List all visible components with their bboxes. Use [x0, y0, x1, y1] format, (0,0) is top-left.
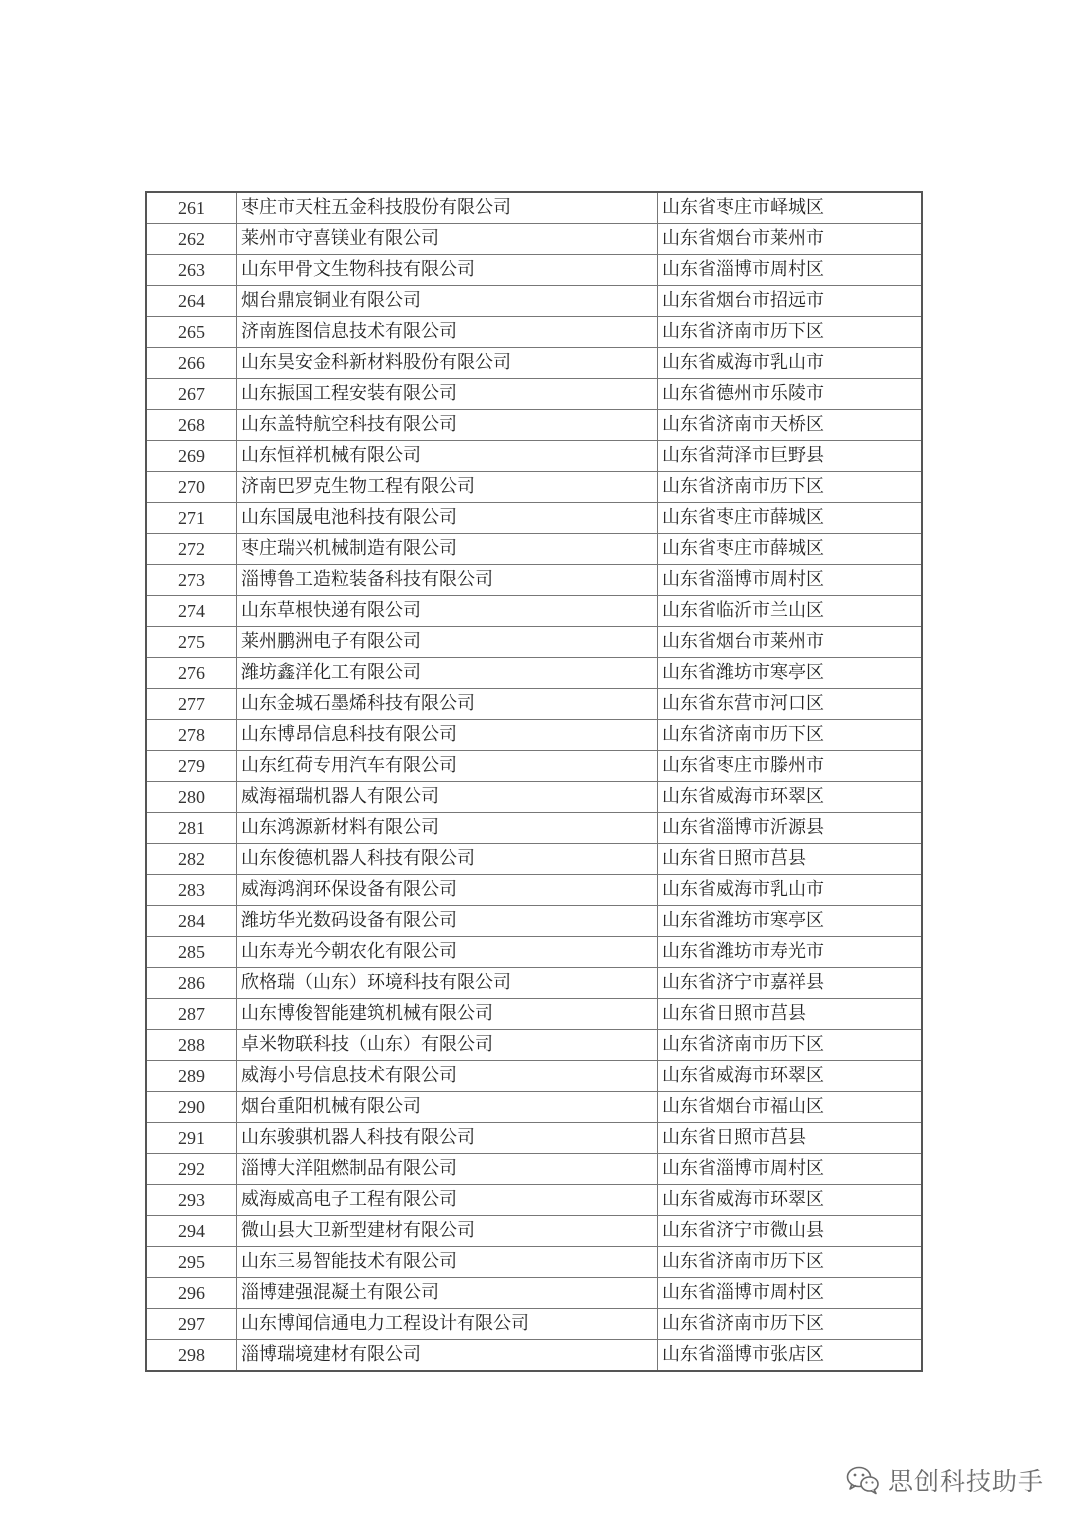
row-number: 270	[147, 472, 237, 503]
table-row	[147, 317, 921, 348]
company-location: 山东省烟台市福山区	[658, 1092, 922, 1123]
company-location: 山东省济南市历下区	[658, 317, 922, 348]
company-name: 山东俊德机器人科技有限公司	[237, 844, 658, 875]
row-number: 297	[147, 1309, 237, 1340]
row-number: 274	[147, 596, 237, 627]
table-row	[147, 813, 921, 844]
table-row	[147, 441, 921, 472]
table-row	[147, 534, 921, 565]
company-name: 山东甲骨文生物科技有限公司	[237, 255, 658, 286]
company-name: 山东寿光今朝农化有限公司	[237, 937, 658, 968]
row-number: 280	[147, 782, 237, 813]
table-row	[147, 410, 921, 441]
company-name: 潍坊鑫洋化工有限公司	[237, 658, 658, 689]
row-number: 272	[147, 534, 237, 565]
company-name: 枣庄瑞兴机械制造有限公司	[237, 534, 658, 565]
row-number: 285	[147, 937, 237, 968]
company-location: 山东省济宁市微山县	[658, 1216, 922, 1247]
row-number: 292	[147, 1154, 237, 1185]
company-location: 山东省淄博市张店区	[658, 1340, 922, 1371]
row-number: 283	[147, 875, 237, 906]
company-name: 山东三易智能技术有限公司	[237, 1247, 658, 1278]
table-row	[147, 1123, 921, 1154]
table-row	[147, 627, 921, 658]
row-number: 266	[147, 348, 237, 379]
company-name: 山东草根快递有限公司	[237, 596, 658, 627]
table-row	[147, 472, 921, 503]
company-location: 山东省威海市环翠区	[658, 782, 922, 813]
company-list-table-wrapper	[145, 191, 923, 1372]
table-row	[147, 689, 921, 720]
row-number: 275	[147, 627, 237, 658]
table-row	[147, 286, 921, 317]
company-name: 烟台鼎宸铜业有限公司	[237, 286, 658, 317]
company-name: 微山县大卫新型建材有限公司	[237, 1216, 658, 1247]
row-number: 281	[147, 813, 237, 844]
row-number: 286	[147, 968, 237, 999]
company-location: 山东省日照市莒县	[658, 999, 922, 1030]
company-location: 山东省淄博市沂源县	[658, 813, 922, 844]
row-number: 294	[147, 1216, 237, 1247]
company-name: 山东骏骐机器人科技有限公司	[237, 1123, 658, 1154]
row-number: 268	[147, 410, 237, 441]
table-row	[147, 1340, 921, 1371]
company-name: 威海威高电子工程有限公司	[237, 1185, 658, 1216]
row-number: 261	[147, 193, 237, 224]
row-number: 295	[147, 1247, 237, 1278]
row-number: 267	[147, 379, 237, 410]
table-row	[147, 348, 921, 379]
table-row	[147, 255, 921, 286]
table-row	[147, 968, 921, 999]
row-number: 293	[147, 1185, 237, 1216]
company-name: 莱州鹏洲电子有限公司	[237, 627, 658, 658]
company-location: 山东省淄博市周村区	[658, 255, 922, 286]
company-list-table	[147, 193, 921, 1370]
company-location: 山东省日照市莒县	[658, 1123, 922, 1154]
company-location: 山东省德州市乐陵市	[658, 379, 922, 410]
company-name: 山东昊安金科新材料股份有限公司	[237, 348, 658, 379]
company-name: 山东博昂信息科技有限公司	[237, 720, 658, 751]
company-name: 威海鸿润环保设备有限公司	[237, 875, 658, 906]
company-name: 淄博瑞境建材有限公司	[237, 1340, 658, 1371]
row-number: 290	[147, 1092, 237, 1123]
company-name: 山东振国工程安装有限公司	[237, 379, 658, 410]
row-number: 296	[147, 1278, 237, 1309]
company-location: 山东省济宁市嘉祥县	[658, 968, 922, 999]
company-name: 威海福瑞机器人有限公司	[237, 782, 658, 813]
company-location: 山东省枣庄市峄城区	[658, 193, 922, 224]
company-name: 山东博俊智能建筑机械有限公司	[237, 999, 658, 1030]
company-location: 山东省济南市历下区	[658, 1247, 922, 1278]
company-name: 山东国晟电池科技有限公司	[237, 503, 658, 534]
row-number: 298	[147, 1340, 237, 1371]
company-name: 济南旌图信息技术有限公司	[237, 317, 658, 348]
company-name: 欣格瑞（山东）环境科技有限公司	[237, 968, 658, 999]
table-row	[147, 844, 921, 875]
company-name: 卓米物联科技（山东）有限公司	[237, 1030, 658, 1061]
company-name: 济南巴罗克生物工程有限公司	[237, 472, 658, 503]
company-name: 枣庄市天柱五金科技股份有限公司	[237, 193, 658, 224]
company-name: 山东盖特航空科技有限公司	[237, 410, 658, 441]
company-location: 山东省潍坊市寒亭区	[658, 906, 922, 937]
company-name: 淄博大洋阻燃制品有限公司	[237, 1154, 658, 1185]
row-number: 264	[147, 286, 237, 317]
table-row	[147, 1309, 921, 1340]
company-location: 山东省菏泽市巨野县	[658, 441, 922, 472]
row-number: 271	[147, 503, 237, 534]
company-location: 山东省日照市莒县	[658, 844, 922, 875]
table-row	[147, 224, 921, 255]
company-location: 山东省枣庄市薛城区	[658, 503, 922, 534]
row-number: 279	[147, 751, 237, 782]
company-location: 山东省淄博市周村区	[658, 1154, 922, 1185]
wechat-icon	[846, 1465, 880, 1495]
company-location: 山东省潍坊市寒亭区	[658, 658, 922, 689]
company-location: 山东省东营市河口区	[658, 689, 922, 720]
row-number: 282	[147, 844, 237, 875]
company-name: 山东恒祥机械有限公司	[237, 441, 658, 472]
company-location: 山东省济南市历下区	[658, 720, 922, 751]
table-row	[147, 1278, 921, 1309]
table-row	[147, 937, 921, 968]
company-location: 山东省济南市天桥区	[658, 410, 922, 441]
company-name: 威海小号信息技术有限公司	[237, 1061, 658, 1092]
table-row	[147, 1092, 921, 1123]
company-location: 山东省威海市乳山市	[658, 348, 922, 379]
table-row	[147, 1061, 921, 1092]
row-number: 273	[147, 565, 237, 596]
company-location: 山东省威海市环翠区	[658, 1061, 922, 1092]
row-number: 262	[147, 224, 237, 255]
company-location: 山东省临沂市兰山区	[658, 596, 922, 627]
table-row	[147, 1247, 921, 1278]
company-location: 山东省济南市历下区	[658, 472, 922, 503]
watermark	[846, 1460, 1044, 1500]
table-row	[147, 999, 921, 1030]
table-row	[147, 1185, 921, 1216]
table-row	[147, 906, 921, 937]
table-row	[147, 193, 921, 224]
company-name: 山东博闻信通电力工程设计有限公司	[237, 1309, 658, 1340]
company-location: 山东省济南市历下区	[658, 1030, 922, 1061]
table-row	[147, 782, 921, 813]
company-location: 山东省枣庄市滕州市	[658, 751, 922, 782]
company-name: 山东金城石墨烯科技有限公司	[237, 689, 658, 720]
company-location: 山东省威海市乳山市	[658, 875, 922, 906]
company-location: 山东省烟台市莱州市	[658, 224, 922, 255]
company-name: 烟台重阳机械有限公司	[237, 1092, 658, 1123]
table-row	[147, 379, 921, 410]
table-row	[147, 565, 921, 596]
company-name: 山东红荷专用汽车有限公司	[237, 751, 658, 782]
watermark-text: 思创科技助手	[887, 1467, 1044, 1496]
row-number: 284	[147, 906, 237, 937]
company-name: 山东鸿源新材料有限公司	[237, 813, 658, 844]
table-row	[147, 658, 921, 689]
company-location: 山东省淄博市周村区	[658, 565, 922, 596]
company-location: 山东省淄博市周村区	[658, 1278, 922, 1309]
table-body	[147, 193, 921, 1370]
row-number: 291	[147, 1123, 237, 1154]
table-row	[147, 720, 921, 751]
table-row	[147, 751, 921, 782]
table-row	[147, 1216, 921, 1247]
company-location: 山东省烟台市招远市	[658, 286, 922, 317]
company-location: 山东省枣庄市薛城区	[658, 534, 922, 565]
row-number: 276	[147, 658, 237, 689]
company-name: 潍坊华光数码设备有限公司	[237, 906, 658, 937]
row-number: 289	[147, 1061, 237, 1092]
row-number: 278	[147, 720, 237, 751]
row-number: 263	[147, 255, 237, 286]
company-name: 淄博建强混凝土有限公司	[237, 1278, 658, 1309]
row-number: 287	[147, 999, 237, 1030]
company-name: 淄博鲁工造粒装备科技有限公司	[237, 565, 658, 596]
row-number: 265	[147, 317, 237, 348]
company-location: 山东省威海市环翠区	[658, 1185, 922, 1216]
row-number: 269	[147, 441, 237, 472]
company-name: 莱州市守喜镁业有限公司	[237, 224, 658, 255]
row-number: 288	[147, 1030, 237, 1061]
table-row	[147, 1154, 921, 1185]
table-row	[147, 503, 921, 534]
table-row	[147, 875, 921, 906]
company-location: 山东省潍坊市寿光市	[658, 937, 922, 968]
table-row	[147, 1030, 921, 1061]
table-row	[147, 596, 921, 627]
company-location: 山东省济南市历下区	[658, 1309, 922, 1340]
row-number: 277	[147, 689, 237, 720]
company-location: 山东省烟台市莱州市	[658, 627, 922, 658]
